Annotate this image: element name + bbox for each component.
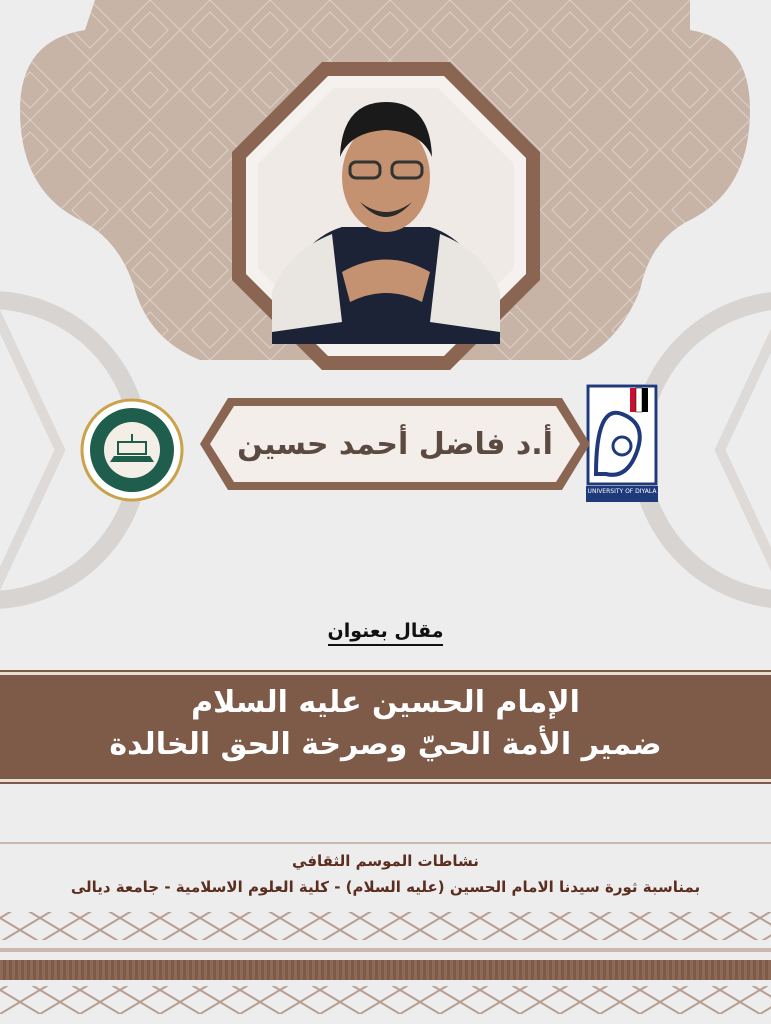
article-title-line2: ضمير الأمة الحيّ وصرخة الحق الخالدة (109, 727, 662, 762)
speaker-name-banner (200, 398, 590, 490)
university-caption: UNIVERSITY OF DIYALA (587, 488, 657, 495)
bottom-decorative-border (0, 906, 771, 1024)
article-label (0, 620, 771, 642)
college-logo (80, 398, 184, 502)
article-title-line1: الإمام الحسين عليه السلام (191, 685, 580, 720)
footer-divider (0, 842, 771, 844)
speaker-name: أ.د فاضل أحمد حسين (237, 426, 553, 462)
article-title-band (0, 672, 771, 782)
footer-line1: نشاطات الموسم الثقافي (292, 852, 479, 870)
university-logo (586, 384, 658, 502)
article-label-text: مقال بعنوان (328, 620, 444, 646)
speaker-photo-frame (232, 62, 540, 370)
footer-line2: بمناسبة ثورة سيدنا الامام الحسين (عليه السلام) - كلية العلوم الاسلامية - جامعة ديالى (70, 878, 701, 896)
